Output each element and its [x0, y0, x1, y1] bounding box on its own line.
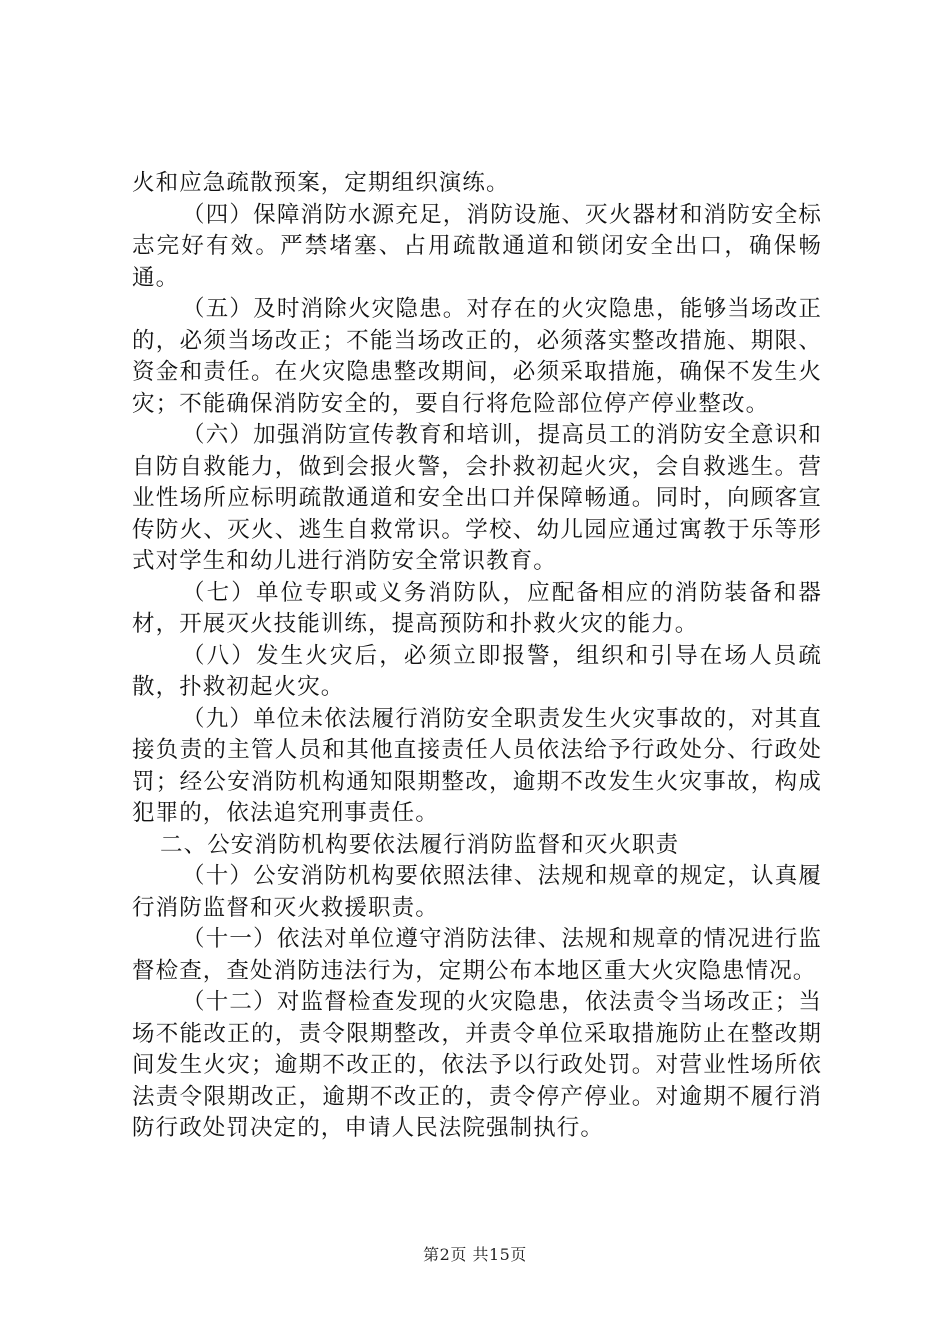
page-number-footer: 第2页 共15页 [423, 1245, 527, 1264]
paragraph-continuation: 火和应急疏散预案，定期组织演练。 [132, 170, 510, 196]
paragraph-item-9: （九）单位未依法履行消防安全职责发生火灾事故的，对其直接负责的主管人员和其他直接责任人员依法给予行政处分、行政处罚；经公安消防机构通知限期整改，逾期不改发生火灾事故，构成犯罪的，依法追究刑事责任。 [132, 705, 822, 826]
paragraph-item-6: （六）加强消防宣传教育和培训，提高员工的消防安全意识和自防自救能力，做到会报火警，会扑救初起火灾，会自救逃生。营业性场所应标明疏散通道和安全出口并保障畅通。同时，向顾客宣传防火、灭火、逃生自救常识。学校、幼儿园应通过寓教于乐等形式对学生和幼儿进行消防安全常识教育。 [132, 422, 822, 574]
paragraph-item-8: （八）发生火灾后，必须立即报警，组织和引导在场人员疏散，扑救初起火灾。 [132, 642, 822, 700]
document-body [132, 168, 822, 1145]
paragraph-item-4: （四）保障消防水源充足，消防设施、灭火器材和消防安全标志完好有效。严禁堵塞、占用疏散通道和锁闭安全出口，确保畅通。 [132, 201, 822, 291]
paragraph-item-10: （十）公安消防机构要依照法律、法规和规章的规定，认真履行消防监督和灭火救援职责。 [132, 863, 822, 921]
paragraph-item-5: （五）及时消除火灾隐患。对存在的火灾隐患，能够当场改正的，必须当场改正；不能当场改正的，必须落实整改措施、期限、资金和责任。在火灾隐患整改期间，必须采取措施，确保不发生火灾；不能确保消防安全的，要自行将危险部位停产停业整改。 [132, 296, 822, 417]
paragraph-item-12: （十二）对监督检查发现的火灾隐患，依法责令当场改正；当场不能改正的，责令限期整改，并责令单位采取措施防止在整改期间发生火灾；逾期不改正的，依法予以行政处罚。对营业性场所依法责令限期改正，逾期不改正的，责令停产停业。对逾期不履行消防行政处罚决定的，申请人民法院强制执行。 [132, 989, 822, 1141]
paragraph-item-11: （十一）依法对单位遵守消防法律、法规和规章的情况进行监督检查，查处消防违法行为，定期公布本地区重大火灾隐患情况。 [132, 926, 822, 984]
section-heading-2: 二、公安消防机构要依法履行消防监督和灭火职责 [160, 831, 680, 858]
paragraph-item-7: （七）单位专职或义务消防队，应配备相应的消防装备和器材，开展灭火技能训练，提高预防和扑救火灾的能力。 [132, 579, 822, 637]
